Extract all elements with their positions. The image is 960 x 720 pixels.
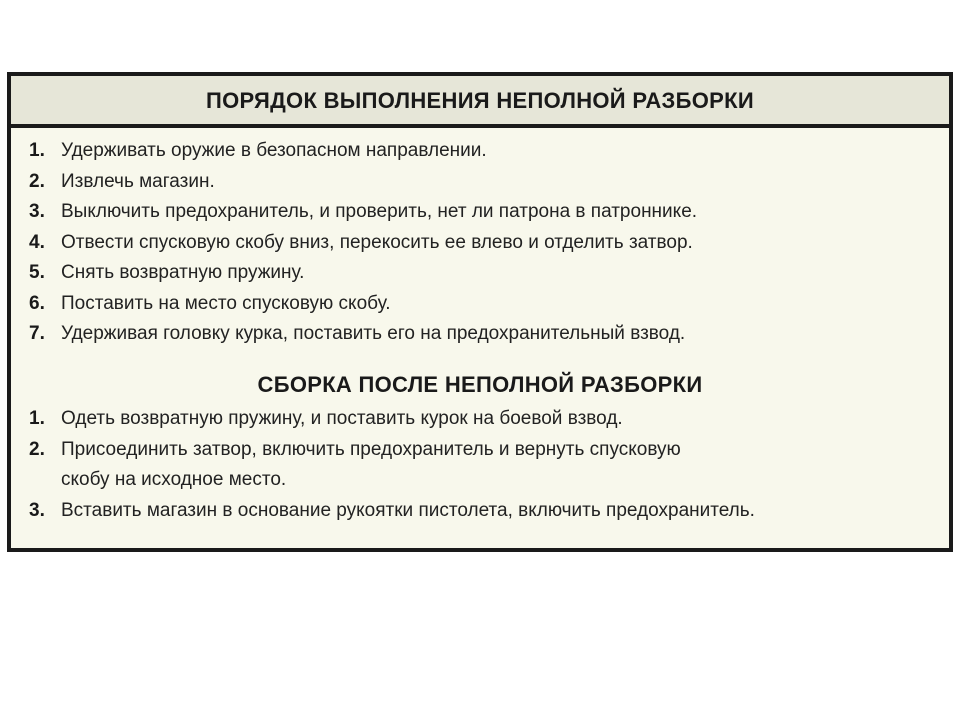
step-text: Извлечь магазин. (61, 170, 215, 192)
list-item (29, 167, 697, 198)
step-number: 2. (29, 438, 45, 460)
list-item (29, 258, 697, 289)
step-text-wrap (61, 435, 681, 496)
step-text: Удерживая головку курка, поставить его на предохранительный взвод. (61, 323, 686, 344)
list-item (29, 435, 755, 496)
step-text: Поставить на место спусковую скобу. (61, 292, 391, 314)
step-text: Вставить магазин в основание рукоятки пистолета, включить предохранитель. (61, 499, 755, 521)
list-item (29, 289, 697, 320)
step-text: Присоединить затвор, включить предохранитель и вернуть спусковую (61, 438, 681, 460)
step-number: 3. (29, 201, 45, 222)
step-number: 1. (29, 408, 45, 429)
step-text: Удерживать оружие в безопасном направлении. (61, 140, 487, 161)
assembly-steps-list (29, 404, 755, 526)
disassembly-steps-list (29, 136, 697, 350)
list-item (29, 197, 697, 228)
card-header (11, 76, 949, 128)
list-item (29, 136, 697, 167)
step-number: 4. (29, 231, 45, 253)
step-text: Выключить предохранитель, и проверить, нет ли патрона в патроннике. (61, 201, 698, 222)
instruction-card (7, 72, 953, 552)
step-text: Одеть возвратную пружину, и поставить курок на боевой взвод. (61, 408, 623, 429)
section-title-assembly: СБОРКА ПОСЛЕ НЕПОЛНОЙ РАЗБОРКИ (257, 372, 703, 397)
step-number: 7. (29, 323, 45, 344)
list-item (29, 404, 755, 435)
step-number: 1. (29, 140, 45, 161)
step-number: 6. (29, 292, 45, 314)
step-number: 3. (29, 499, 45, 521)
step-number: 5. (29, 262, 45, 283)
step-number: 2. (29, 170, 45, 192)
step-text-continuation: скобу на исходное место. (61, 469, 287, 490)
page-title: ПОРЯДОК ВЫПОЛНЕНИЯ НЕПОЛНОЙ РАЗБОРКИ (206, 88, 754, 113)
step-text: Снять возвратную пружину. (61, 262, 305, 283)
list-item (29, 228, 697, 259)
step-text: Отвести спусковую скобу вниз, перекосить ее влево и отделить затвор. (61, 231, 693, 253)
list-item (29, 319, 697, 350)
list-item (29, 496, 755, 527)
